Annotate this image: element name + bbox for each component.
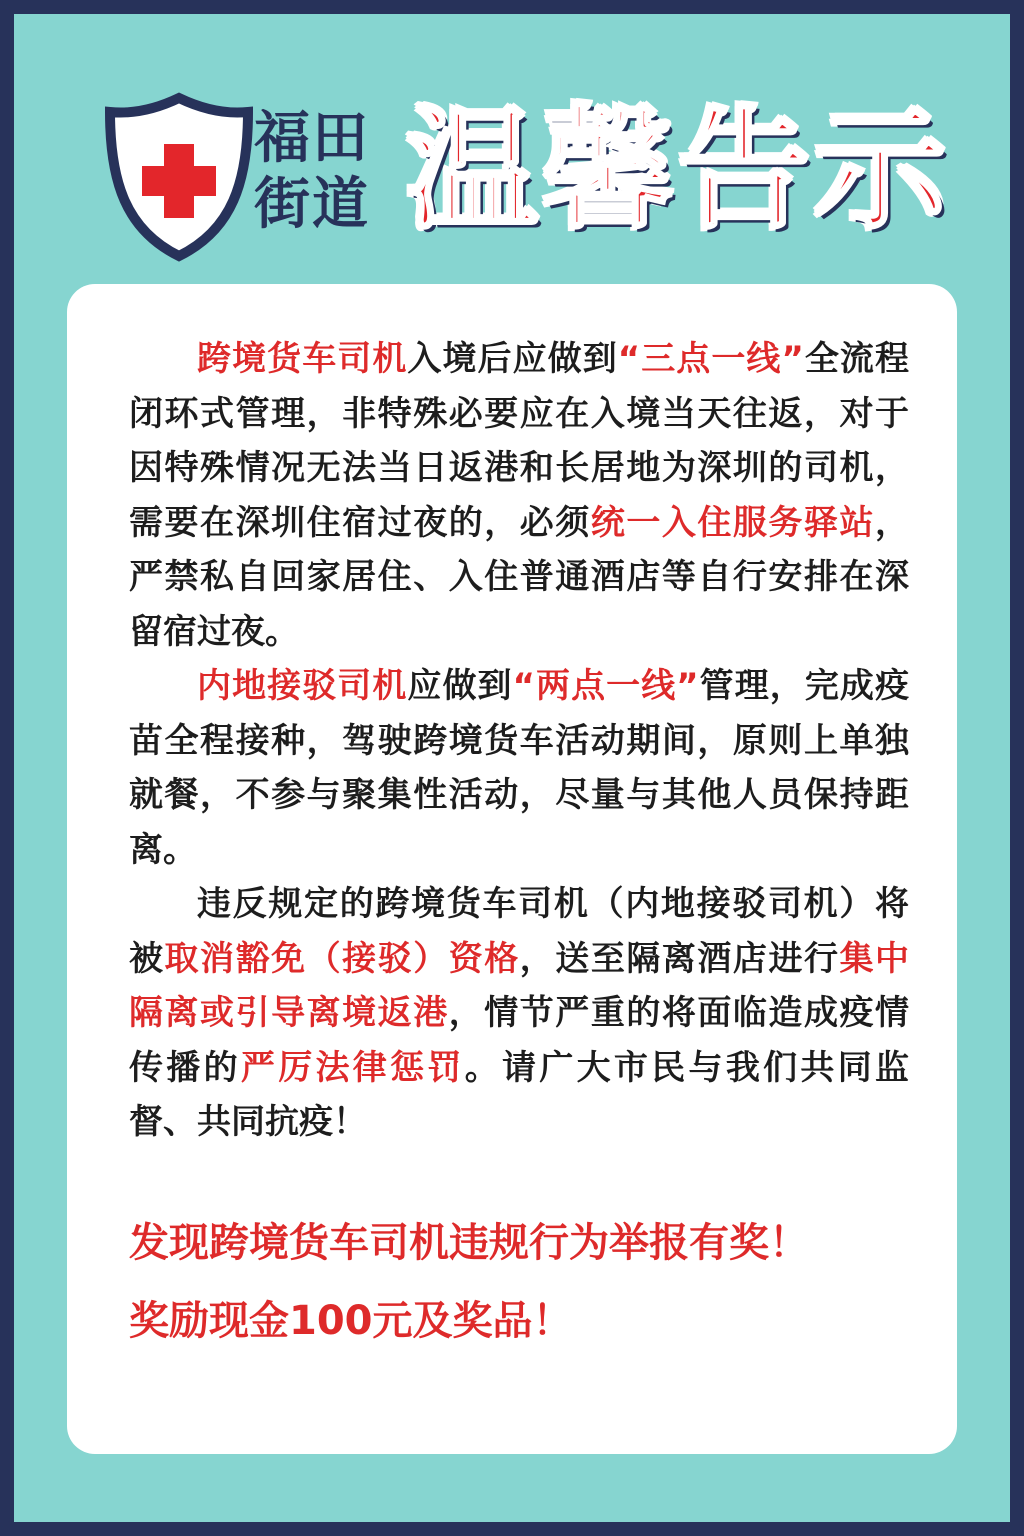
org-line-2: 街道	[254, 172, 370, 237]
highlight-text: 跨境货车司机	[197, 339, 408, 379]
body-text: 全流程闭环式管理，非特殊必要应在入境当天往返，对于因特殊情况无法当日返港和长居地为深圳的司机，需要在深圳住宿过夜的，必须	[129, 339, 909, 543]
highlight-text: “三点一线”	[617, 339, 804, 379]
body-text: ，送至隔离酒店进行	[519, 938, 840, 979]
highlight-text: 严厉法律惩罚	[240, 1047, 465, 1088]
highlight-text: “两点一线”	[512, 666, 699, 706]
highlight-text: 内地接驳司机	[197, 666, 408, 706]
header	[14, 14, 1010, 284]
org-line-1: 福田	[254, 106, 370, 171]
paragraph-mainland-drivers	[129, 659, 909, 877]
paragraph-violations	[129, 877, 909, 1150]
highlight-text: 取消豁免（接驳）资格	[164, 938, 520, 979]
body-text: ，情节严重的将面临造成疫情传播的	[129, 993, 910, 1088]
reward-notice	[129, 1204, 919, 1360]
highlight-text: 统一入住服务驿站	[590, 502, 876, 543]
shield-red-cross-icon	[104, 92, 254, 262]
poster	[14, 14, 1010, 1522]
highlight-text: 集中隔离或引导离境返港	[129, 938, 910, 1033]
body-text: 应做到	[407, 666, 513, 706]
body-text: 入境后应做到	[407, 339, 618, 379]
notice-title: 温馨告示	[406, 94, 950, 248]
reward-line-1: 发现跨境货车司机违规行为举报有奖！	[129, 1220, 809, 1266]
notice-card	[67, 284, 957, 1454]
body-text: ，严禁私自回家居住、入住普通酒店等自行安排在深留宿过夜。	[129, 502, 910, 652]
body-text: 。请广大市民与我们共同监督、共同抗疫！	[129, 1047, 910, 1142]
notice-body	[129, 332, 909, 1150]
paragraph-truck-drivers	[129, 332, 909, 659]
reward-line-2: 奖励现金100元及奖品！	[129, 1298, 573, 1344]
body-text: 违反规定的跨境货车司机（内地接驳司机）将被	[129, 884, 909, 979]
organization-name	[254, 106, 370, 238]
body-text: 管理，完成疫苗全程接种，驾驶跨境货车活动期间，原则上单独就餐，不参与聚集性活动，尽量与其他人员保持距离。	[129, 666, 909, 870]
